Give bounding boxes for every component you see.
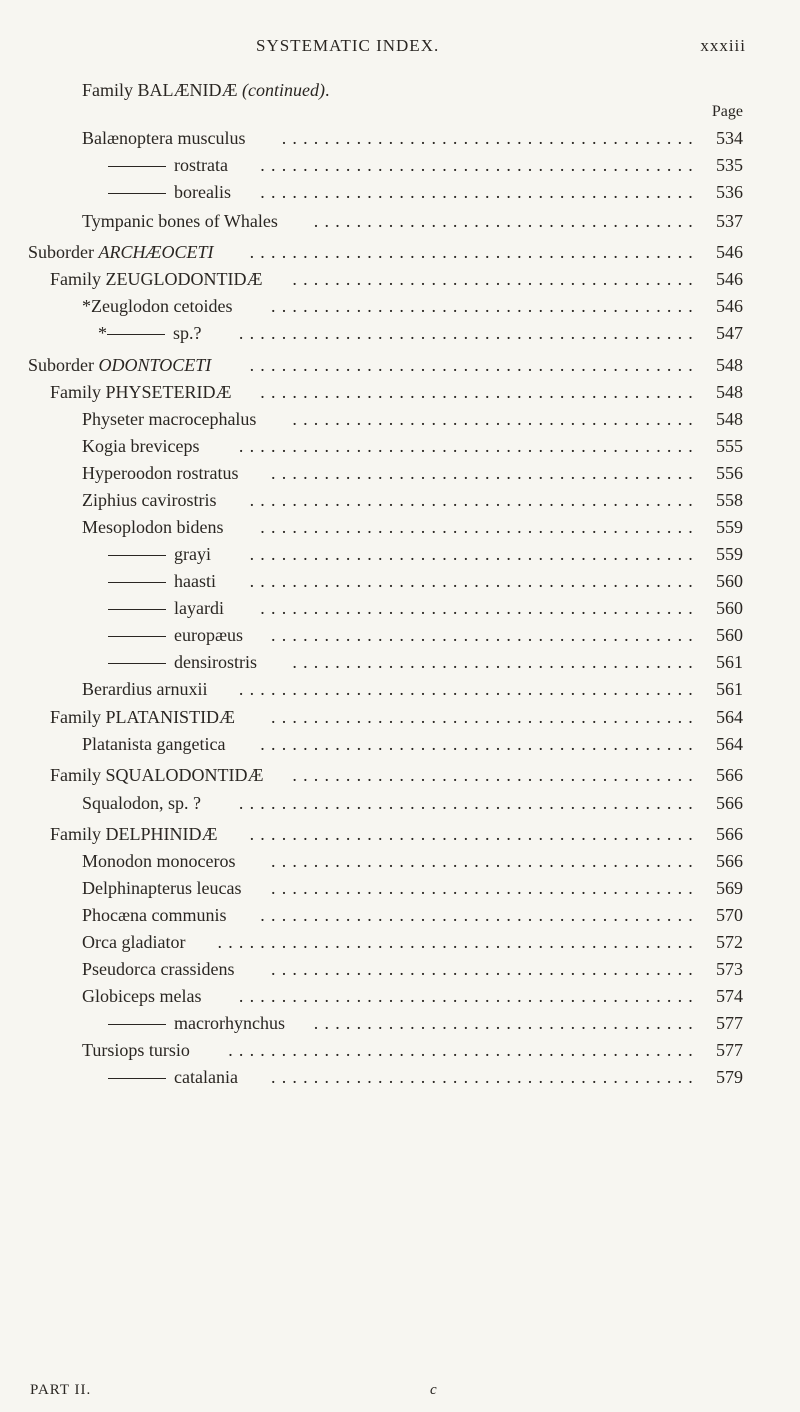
- index-entry: [0, 929, 743, 955]
- entry-page-number: 546: [716, 269, 743, 289]
- index-entry: [0, 152, 743, 178]
- entry-page-number: 560: [716, 598, 743, 618]
- leader-dots: ......................................: [292, 409, 699, 429]
- index-entry: [0, 179, 743, 205]
- entry-page-number: 547: [716, 323, 743, 343]
- entry-page-number: 559: [716, 544, 743, 564]
- entry-label: [82, 676, 207, 702]
- page-number: xxxiii: [700, 36, 746, 55]
- index-entry: [0, 541, 743, 567]
- leader-dots: ...........................................: [238, 436, 699, 456]
- entry-page-number: 573: [716, 959, 743, 979]
- entry-label: [108, 568, 216, 594]
- entry-text: Family SQUALODONTIDÆ: [50, 765, 264, 785]
- ditto-dash: [108, 1078, 166, 1079]
- index-entry: [0, 902, 743, 928]
- running-head: SYSTEMATIC INDEX.: [256, 36, 440, 55]
- leader-dots: ..........................................: [249, 355, 699, 375]
- entry-page-number: 566: [716, 793, 743, 813]
- entry-text: catalania: [174, 1067, 238, 1087]
- continued-heading: [82, 80, 329, 101]
- signature-label: PART II.: [30, 1382, 92, 1398]
- index-entry: [0, 649, 743, 675]
- index-entry: [0, 622, 743, 648]
- leader-dots: ..........................................: [249, 490, 699, 510]
- entry-label: [50, 762, 264, 788]
- leader-dots: ..........................................: [249, 544, 699, 564]
- entry-page-number: 536: [716, 182, 743, 202]
- entry-label: [50, 704, 235, 730]
- entry-page-number: 556: [716, 463, 743, 483]
- entry-text: Family ZEUGLODONTIDÆ: [50, 269, 263, 289]
- index-entry: [0, 762, 743, 788]
- entry-page-number: 561: [716, 679, 743, 699]
- entry-label: [108, 152, 228, 178]
- entry-page-number: 564: [716, 707, 743, 727]
- index-entry: [0, 1010, 743, 1036]
- index-entry: [0, 433, 743, 459]
- entry-page-number: 546: [716, 296, 743, 316]
- entry-page-number: 561: [716, 652, 743, 672]
- entry-label: [108, 541, 211, 567]
- entry-label: [82, 848, 235, 874]
- ditto-dash: [107, 334, 165, 335]
- entry-page-number: 566: [716, 765, 743, 785]
- leader-dots: ...........................................: [238, 793, 699, 813]
- entry-page-number: 570: [716, 905, 743, 925]
- entry-page-number: 560: [716, 625, 743, 645]
- entry-label: [82, 125, 245, 151]
- entry-page-number: 534: [716, 128, 743, 148]
- leader-dots: ...........................................: [238, 679, 699, 699]
- index-entry: [0, 848, 743, 874]
- entry-text: Squalodon, sp. ?: [82, 793, 201, 813]
- ditto-dash: [108, 663, 166, 664]
- index-entry: [0, 875, 743, 901]
- entry-label: [82, 208, 278, 234]
- leader-dots: ........................................: [271, 463, 699, 483]
- entry-text: Suborder: [28, 242, 99, 262]
- ditto-dash: [108, 636, 166, 637]
- index-entry: [0, 595, 743, 621]
- leader-dots: ...........................................: [238, 323, 699, 343]
- entry-text: Family DELPHINIDÆ: [50, 824, 218, 844]
- entry-text: Berardius arnuxii: [82, 679, 208, 699]
- entry-label: [82, 902, 227, 928]
- entry-label: [82, 790, 201, 816]
- leader-dots: ....................................: [313, 211, 699, 231]
- entry-label: [82, 460, 238, 486]
- entry-text: macrorhynchus: [174, 1013, 285, 1033]
- entry-text: Family PLATANISTIDÆ: [50, 707, 236, 727]
- entry-text: Tursiops tursio: [82, 1040, 190, 1060]
- entry-label: [82, 983, 201, 1009]
- entry-page-number: 548: [716, 409, 743, 429]
- entry-page-number: 577: [716, 1013, 743, 1033]
- entry-page-number: 572: [716, 932, 743, 952]
- leader-dots: ........................................: [271, 296, 699, 316]
- entry-text: haasti: [174, 571, 216, 591]
- entry-page-number: 566: [716, 824, 743, 844]
- entry-page-number: 566: [716, 851, 743, 871]
- entry-text: Platanista gangetica: [82, 734, 226, 754]
- page-footer: [0, 1382, 800, 1404]
- ditto-dash: [108, 609, 166, 610]
- leader-dots: ..........................................: [249, 824, 699, 844]
- entry-text: Mesoplodon bidens: [82, 517, 224, 537]
- leader-dots: ...........................................: [238, 986, 699, 1006]
- entry-label: [50, 266, 262, 292]
- leader-dots: ........................................: [271, 959, 699, 979]
- leader-dots: ............................................: [228, 1040, 699, 1060]
- entry-text: Pseudorca crassidens: [82, 959, 235, 979]
- page-column-label: Page: [711, 103, 743, 120]
- entry-page-number: 548: [716, 382, 743, 402]
- index-entry: [0, 487, 743, 513]
- ditto-dash: [108, 555, 166, 556]
- leader-dots: .........................................: [260, 598, 699, 618]
- index-entry: [0, 983, 743, 1009]
- index-entry: [0, 790, 743, 816]
- leader-dots: .........................................: [260, 734, 699, 754]
- index-entry: [0, 568, 743, 594]
- index-entry: [0, 731, 743, 757]
- signature-mark: c: [430, 1382, 437, 1398]
- index-entry: [0, 1037, 743, 1063]
- entry-text: grayi: [174, 544, 211, 564]
- entry-label: [82, 406, 256, 432]
- entry-page-number: 558: [716, 490, 743, 510]
- index-entry: [0, 460, 743, 486]
- entry-page-number: 537: [716, 211, 743, 231]
- entry-text: borealis: [174, 182, 231, 202]
- entry-page-number: 560: [716, 571, 743, 591]
- entry-page-number: 579: [716, 1067, 743, 1087]
- entry-text: Monodon monoceros: [82, 851, 236, 871]
- ditto-dash: [108, 166, 166, 167]
- entry-text: Hyperoodon rostratus: [82, 463, 239, 483]
- ditto-dash: [108, 1024, 166, 1025]
- index-entry: [0, 956, 743, 982]
- entry-text: layardi: [174, 598, 224, 618]
- entry-page-number: 548: [716, 355, 743, 375]
- continued-note: (continued): [242, 80, 325, 100]
- entry-label: [82, 956, 234, 982]
- index-entry: [0, 379, 743, 405]
- ditto-dash: [108, 193, 166, 194]
- entry-page-number: 535: [716, 155, 743, 175]
- entry-label: [82, 731, 225, 757]
- entry-page-number: 559: [716, 517, 743, 537]
- leader-dots: ........................................: [271, 625, 699, 645]
- leader-dots: .........................................: [260, 155, 699, 175]
- entry-label: [82, 487, 216, 513]
- entry-text: Tympanic bones of Whales: [82, 211, 278, 231]
- entry-label: [50, 821, 218, 847]
- entry-label: [50, 379, 232, 405]
- entry-text: Suborder: [28, 355, 99, 375]
- entry-label: [28, 239, 214, 265]
- index-entry: [0, 406, 743, 432]
- index-entry: [0, 704, 743, 730]
- index-entry: [0, 514, 743, 540]
- index-entry: [0, 821, 743, 847]
- entry-label: [82, 293, 232, 319]
- entry-label: [82, 514, 224, 540]
- entry-text: Orca gladiator: [82, 932, 186, 952]
- entry-label: [82, 875, 241, 901]
- entry-text: Globiceps melas: [82, 986, 202, 1006]
- entry-label: [28, 352, 211, 378]
- entry-text: Phocæna communis: [82, 905, 227, 925]
- entry-text: *Zeuglodon cetoides: [82, 296, 233, 316]
- entry-label: [108, 1010, 285, 1036]
- entry-text: Balænoptera musculus: [82, 128, 246, 148]
- leader-dots: ........................................: [271, 851, 699, 871]
- entry-text: rostrata: [174, 155, 228, 175]
- entry-text: europæus: [174, 625, 243, 645]
- entry-text: Kogia breviceps: [82, 436, 200, 456]
- entry-label: [108, 1064, 238, 1090]
- leader-dots: ........................................: [271, 878, 699, 898]
- entry-label: [108, 179, 231, 205]
- leader-dots: .........................................: [260, 182, 699, 202]
- entry-page-number: 569: [716, 878, 743, 898]
- entry-page-number: 564: [716, 734, 743, 754]
- leader-dots: .......................................: [281, 128, 699, 148]
- index-entry: [0, 676, 743, 702]
- leader-dots: .........................................: [260, 905, 699, 925]
- index-entry: [0, 320, 743, 346]
- entry-text: Family PHYSETERIDÆ: [50, 382, 232, 402]
- entry-text: densirostris: [174, 652, 257, 672]
- index-entry: [0, 125, 743, 151]
- leader-dots: ......................................: [292, 269, 699, 289]
- leader-dots: .............................................: [217, 932, 699, 952]
- leader-dots: ..........................................: [249, 242, 699, 262]
- asterisk-mark: *: [98, 323, 107, 343]
- ditto-dash: [108, 582, 166, 583]
- leader-dots: ..........................................: [249, 571, 699, 591]
- entry-label: [82, 1037, 190, 1063]
- entry-label: [82, 929, 185, 955]
- entry-label: [108, 622, 243, 648]
- leader-dots: ......................................: [292, 652, 699, 672]
- leader-dots: ......................................: [292, 765, 699, 785]
- entry-text: Ziphius cavirostris: [82, 490, 217, 510]
- suborder-name: ODONTOCETI: [98, 355, 212, 375]
- leader-dots: ....................................: [313, 1013, 699, 1033]
- index-entry: [0, 266, 743, 292]
- entry-page-number: 546: [716, 242, 743, 262]
- page-header: [0, 36, 800, 62]
- index-entry: [0, 1064, 743, 1090]
- entry-label: [108, 595, 224, 621]
- index-entry: [0, 352, 743, 378]
- leader-dots: .........................................: [260, 517, 699, 537]
- entry-text: Physeter macrocephalus: [82, 409, 257, 429]
- index-entry: [0, 208, 743, 234]
- index-entry: [0, 239, 743, 265]
- suborder-name: ARCHÆOCETI: [98, 242, 214, 262]
- continued-heading-prefix: Family BALÆNIDÆ: [82, 80, 243, 100]
- index-entry: [0, 293, 743, 319]
- leader-dots: ........................................: [271, 707, 699, 727]
- entry-label: [108, 649, 257, 675]
- continued-heading-suffix: .: [324, 80, 330, 100]
- entry-page-number: 574: [716, 986, 743, 1006]
- entry-text: sp.?: [173, 323, 202, 343]
- entry-text: Delphinapterus leucas: [82, 878, 242, 898]
- leader-dots: .........................................: [260, 382, 699, 402]
- entry-label: [82, 433, 199, 459]
- entry-page-number: 555: [716, 436, 743, 456]
- leader-dots: ........................................: [271, 1067, 699, 1087]
- entry-page-number: 577: [716, 1040, 743, 1060]
- entry-label: [98, 320, 202, 346]
